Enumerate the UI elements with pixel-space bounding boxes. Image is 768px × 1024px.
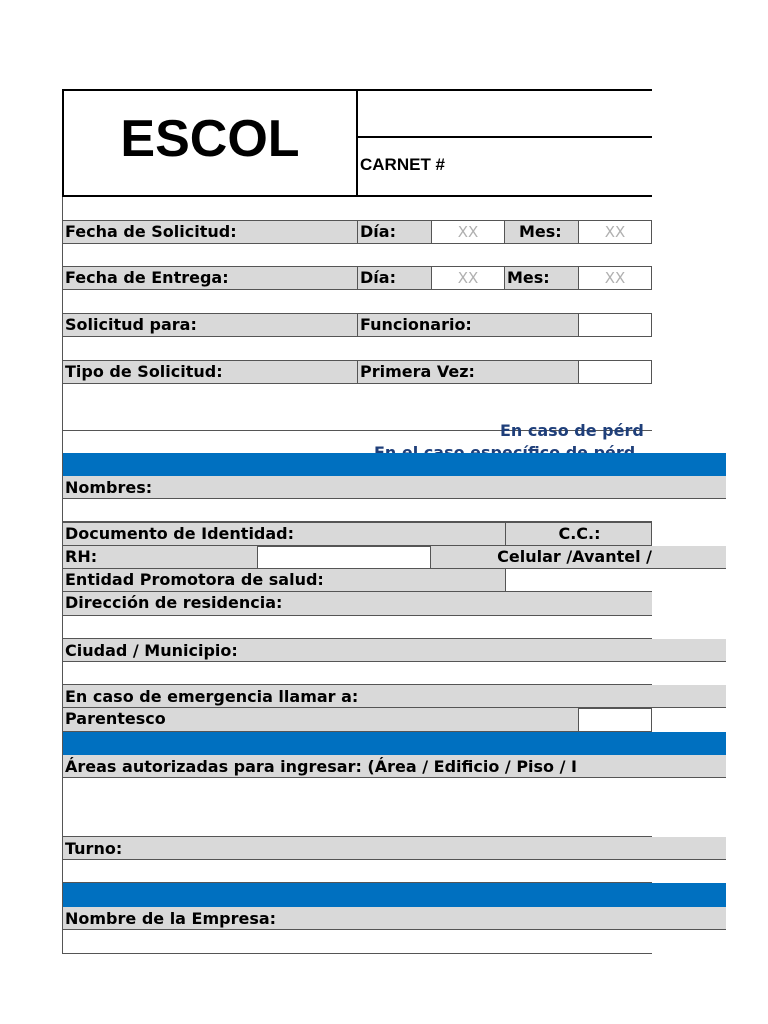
- request-type-label: Tipo de Solicitud:: [63, 360, 357, 384]
- delivery-date-label: Fecha de Entrega:: [63, 266, 357, 290]
- shift-label: Turno:: [65, 839, 123, 858]
- areas-field[interactable]: [63, 778, 652, 837]
- request-month-field[interactable]: XX: [578, 220, 652, 244]
- delivery-month-field[interactable]: XX: [578, 266, 652, 290]
- shift-field[interactable]: [63, 860, 652, 883]
- first-time-field[interactable]: [578, 360, 652, 384]
- city-field[interactable]: [63, 662, 652, 685]
- eps-label: Entidad Promotora de salud:: [63, 569, 505, 592]
- areas-label: Áreas autorizadas para ingresar: (Área / Edificio / Piso / I: [65, 757, 577, 776]
- names-label: Nombres:: [65, 478, 153, 497]
- cc-label: C.C.:: [505, 522, 652, 546]
- id-doc-label: Documento de Identidad:: [63, 522, 505, 546]
- city-label: Ciudad / Municipio:: [65, 641, 238, 660]
- company-name-label: Nombre de la Empresa:: [65, 909, 277, 928]
- section-bar-access: [63, 732, 726, 755]
- logo-text: ESCOL: [120, 110, 300, 168]
- official-label: Funcionario:: [357, 313, 578, 337]
- section-bar-personal: [63, 453, 726, 476]
- names-field[interactable]: [63, 499, 652, 522]
- request-day-field[interactable]: XX: [431, 220, 505, 244]
- notice-line-1: En caso de pérd: [500, 421, 644, 440]
- carnet-label: CARNET #: [360, 155, 446, 174]
- official-field[interactable]: [578, 313, 652, 337]
- request-date-label: Fecha de Solicitud:: [63, 220, 357, 244]
- address-label: Dirección de residencia:: [63, 592, 652, 616]
- delivery-day-field[interactable]: XX: [431, 266, 505, 290]
- rh-label: RH:: [63, 546, 257, 569]
- relation-field[interactable]: [578, 708, 652, 732]
- request-for-label: Solicitud para:: [63, 313, 357, 337]
- notice-clip: [63, 416, 652, 452]
- rh-field[interactable]: [257, 546, 431, 569]
- header-divider: [356, 89, 358, 197]
- delivery-month-label: Mes:: [505, 266, 578, 290]
- request-month-label: Mes:: [505, 220, 578, 244]
- relation-label: Parentesco: [63, 708, 578, 732]
- company-name-field[interactable]: [63, 930, 652, 954]
- emergency-label: En caso de emergencia llamar a:: [65, 687, 359, 706]
- header-inner-line: [358, 136, 652, 138]
- phone-label: Celular /Avantel /: [497, 547, 652, 566]
- address-field[interactable]: [63, 616, 652, 639]
- first-time-label: Primera Vez:: [357, 360, 578, 384]
- delivery-day-label: Día:: [357, 266, 431, 290]
- request-day-label: Día:: [357, 220, 431, 244]
- eps-field[interactable]: [505, 569, 652, 592]
- section-bar-company: [63, 883, 726, 907]
